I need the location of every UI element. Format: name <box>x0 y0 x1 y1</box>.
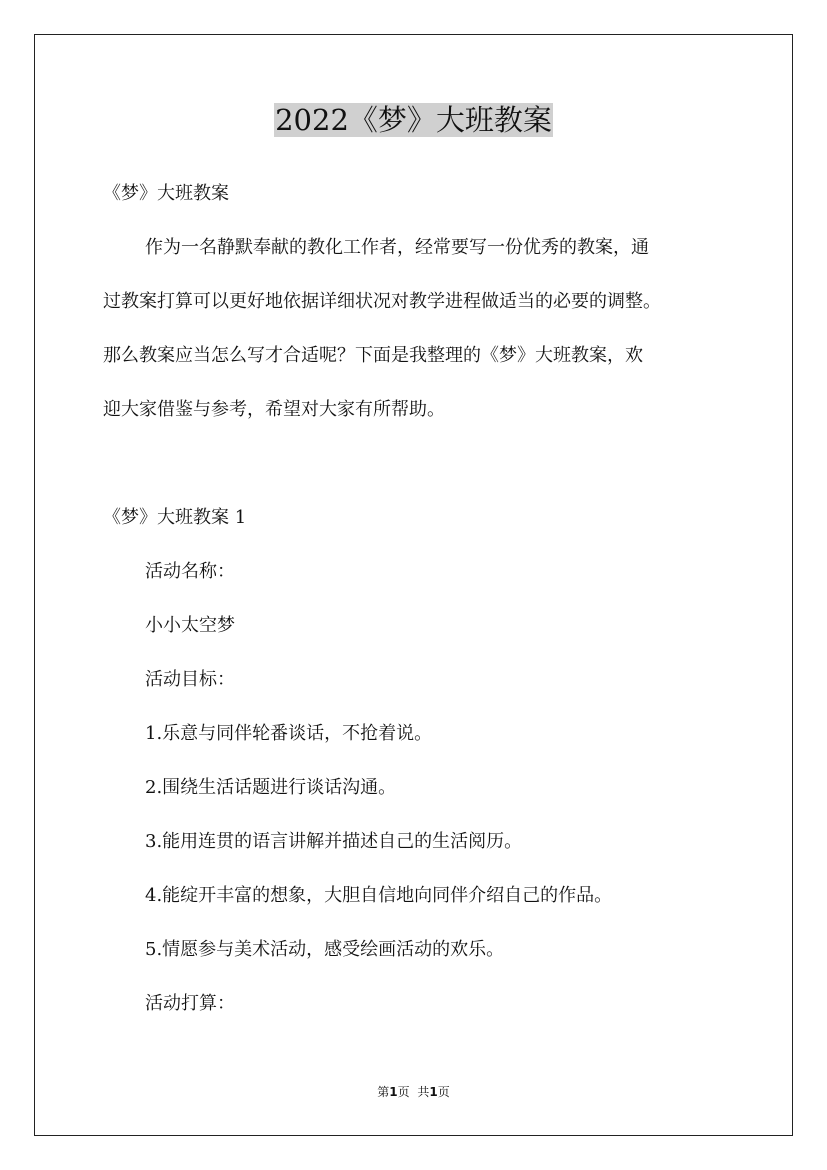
goal-item-2: 2.围绕生活话题进行谈话沟通。 <box>145 777 397 798</box>
footer-total-suffix: 页 <box>437 1085 450 1099</box>
goal-item-3: 3.能用连贯的语言讲解并描述自己的生活阅历。 <box>145 831 523 852</box>
goal-item-5: 5.情愿参与美术活动，感受绘画活动的欢乐。 <box>145 939 505 960</box>
footer-total-number: 1 <box>429 1085 438 1099</box>
footer-page-suffix: 页 <box>397 1085 410 1099</box>
intro-line-3: 那么教案应当怎么写才合适呢？下面是我整理的《梦》大班教案，欢 <box>103 345 643 366</box>
goal-item-1: 1.乐意与同伴轮番谈话，不抢着说。 <box>145 723 433 744</box>
document-subtitle: 《梦》大班教案 <box>103 183 229 204</box>
intro-line-1: 作为一名静默奉献的教化工作者，经常要写一份优秀的教案，通 <box>145 237 649 258</box>
footer-page-number: 1 <box>389 1085 398 1099</box>
footer-page-prefix: 第 <box>377 1085 390 1099</box>
document-title: 2022《梦》大班教案 <box>275 103 552 137</box>
goal-item-4: 4.能绽开丰富的想象，大胆自信地向同伴介绍自己的作品。 <box>145 885 613 906</box>
intro-line-2: 过教案打算可以更好地依据详细状况对教学进程做适当的必要的调整。 <box>103 291 661 312</box>
footer-total-prefix: 共 <box>417 1085 430 1099</box>
activity-name: 小小太空梦 <box>145 615 235 636</box>
intro-line-4: 迎大家借鉴与参考，希望对大家有所帮助。 <box>103 399 445 420</box>
goals-label: 活动目标： <box>145 669 235 690</box>
activity-name-label: 活动名称： <box>145 561 235 582</box>
page-footer <box>0 1084 827 1100</box>
section-heading: 《梦》大班教案 1 <box>103 507 247 528</box>
plan-label: 活动打算： <box>145 993 235 1014</box>
